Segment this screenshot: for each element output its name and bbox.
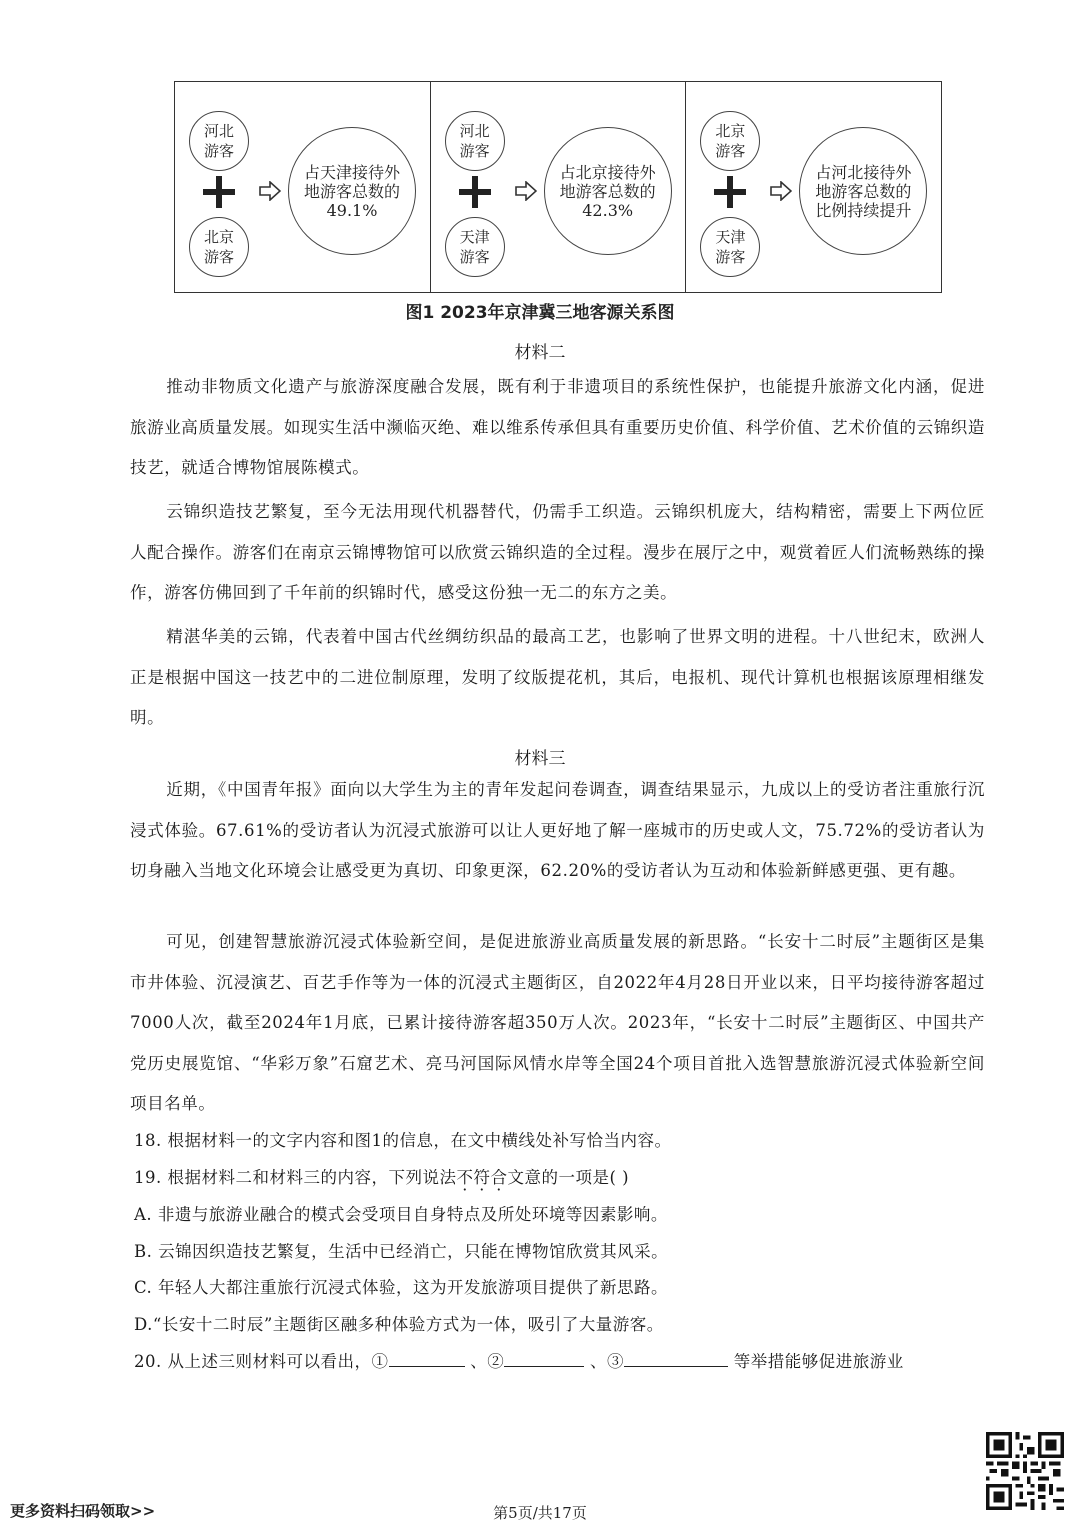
arrow-right-icon	[770, 181, 792, 201]
arrow-right-icon	[259, 181, 281, 201]
result-line: 42.3%	[582, 200, 634, 220]
result-line: 占河北接待外	[815, 162, 912, 182]
answer-blank-1[interactable]	[389, 1350, 465, 1367]
source-circle-top: 北京 游客	[700, 111, 760, 171]
source-circle-bottom: 北京 游客	[189, 217, 249, 277]
answer-blank-2[interactable]	[504, 1350, 584, 1367]
plus-icon	[714, 176, 746, 208]
material-3-paragraph-1: 近期，《中国青年报》面向以大学生为主的青年发起问卷调查，调查结果显示，九成以上的受访者注重旅行沉浸式体验。67.61%的受访者认为沉浸式旅游可以让人更好地了解一座城市的历史或人文，75.72%的受访者认为切身融入当地文化环境会让感受更为真切、印象更深，62.20%的受访者认为互动和体验新鲜感更强、更有趣。	[130, 780, 985, 880]
question-20	[134, 1348, 984, 1372]
figure-caption: 图1 2023年京津冀三地客源关系图	[405, 303, 675, 323]
question-20-sep: 、②	[470, 1352, 505, 1371]
question-19-text: 19. 根据材料二和材料三的内容，下列说法	[134, 1168, 457, 1187]
question-20-text-end: 等举措能够促进旅游业	[733, 1352, 904, 1371]
option-c[interactable]: C. 年轻人大都注重旅行沉浸式体验，这为开发旅游项目提供了新思路。	[134, 1278, 669, 1297]
source-circle-top: 河北 游客	[445, 111, 505, 171]
option-a[interactable]: A. 非遗与旅游业融合的模式会受项目自身特点及所处环境等因素影响。	[134, 1205, 668, 1224]
result-circle	[799, 127, 927, 255]
emphasis-char: 不	[456, 1168, 474, 1187]
result-line: 地游客总数的	[815, 181, 912, 201]
answer-blank-3[interactable]	[624, 1350, 728, 1367]
result-line: 地游客总数的	[303, 181, 400, 201]
emphasis-char: 符	[473, 1168, 491, 1187]
question-19	[134, 1164, 984, 1188]
question-18: 18. 根据材料一的文字内容和图1的信息，在文中横线处补写恰当内容。	[134, 1131, 672, 1150]
page-number: 第5页/共17页	[493, 1504, 587, 1522]
question-19-text-end: 文意的一项是( )	[507, 1168, 630, 1187]
figure-panel-3	[686, 82, 941, 292]
qr-code-icon[interactable]	[986, 1432, 1064, 1510]
plus-icon	[459, 176, 491, 208]
result-line: 占天津接待外	[303, 162, 400, 182]
material-3-title: 材料三	[514, 749, 566, 769]
material-3-paragraph-2: 可见，创建智慧旅游沉浸式体验新空间，是促进旅游业高质量发展的新思路。“长安十二时辰”主题街区是集市井体验、沉浸演艺、百艺手作等为一体的沉浸式主题街区，自2022年4月28日开业以来，日平均接待游客超过7000人次，截至2024年1月底，已累计接待游客超350万人次。2023年，“长安十二时辰”主题街区、中国共产党历史展览馆、“华彩万象”石窟艺术、亮马河国际风情水岸等全国24个项目首批入选智慧旅游沉浸式体验新空间项目名单。	[130, 932, 985, 1113]
material-2-paragraph-1: 推动非物质文化遗产与旅游深度融合发展，既有利于非遗项目的系统性保护，也能提升旅游文化内涵，促进旅游业高质量发展。如现实生活中濒临灭绝、难以维系传承但具有重要历史价值、科学价值、艺术价值的云锦织造技艺，就适合博物馆展陈模式。	[130, 377, 985, 477]
emphasis-char: 合	[490, 1168, 508, 1187]
source-circle-top: 河北 游客	[189, 111, 249, 171]
question-20-text: 20. 从上述三则材料可以看出，①	[134, 1352, 389, 1371]
result-line: 占北京接待外	[559, 162, 656, 182]
option-d[interactable]: D.“长安十二时辰”主题街区融多种体验方式为一体，吸引了大量游客。	[134, 1315, 664, 1334]
result-line: 比例持续提升	[815, 200, 912, 220]
figure-panel-1	[175, 82, 431, 292]
material-2-title: 材料二	[514, 343, 566, 363]
more-resources-link[interactable]: 更多资料扫码领取>>	[10, 1502, 156, 1520]
figure-1	[174, 81, 942, 293]
material-2-paragraph-3: 精湛华美的云锦，代表着中国古代丝绸纺织品的最高工艺，也影响了世界文明的进程。十八世纪末，欧洲人正是根据中国这一技艺中的二进位制原理，发明了纹版提花机，其后，电报机、现代计算机也根据该原理相继发明。	[130, 627, 985, 727]
result-line: 地游客总数的	[559, 181, 656, 201]
result-circle	[544, 127, 672, 255]
source-circle-bottom: 天津 游客	[445, 217, 505, 277]
result-line: 49.1%	[326, 200, 378, 220]
source-circle-bottom: 天津 游客	[700, 217, 760, 277]
material-2-paragraph-2: 云锦织造技艺繁复，至今无法用现代机器替代，仍需手工织造。云锦织机庞大，结构精密，需要上下两位匠人配合操作。游客们在南京云锦博物馆可以欣赏云锦织造的全过程。漫步在展厅之中，观赏着匠人们流畅熟练的操作，游客仿佛回到了千年前的织锦时代，感受这份独一无二的东方之美。	[130, 502, 985, 602]
arrow-right-icon	[515, 181, 537, 201]
figure-panel-2	[431, 82, 687, 292]
option-b[interactable]: B. 云锦因织造技艺繁复，生活中已经消亡，只能在博物馆欣赏其风采。	[134, 1242, 669, 1261]
plus-icon	[203, 176, 235, 208]
result-circle	[288, 127, 416, 255]
question-20-sep: 、③	[590, 1352, 624, 1371]
